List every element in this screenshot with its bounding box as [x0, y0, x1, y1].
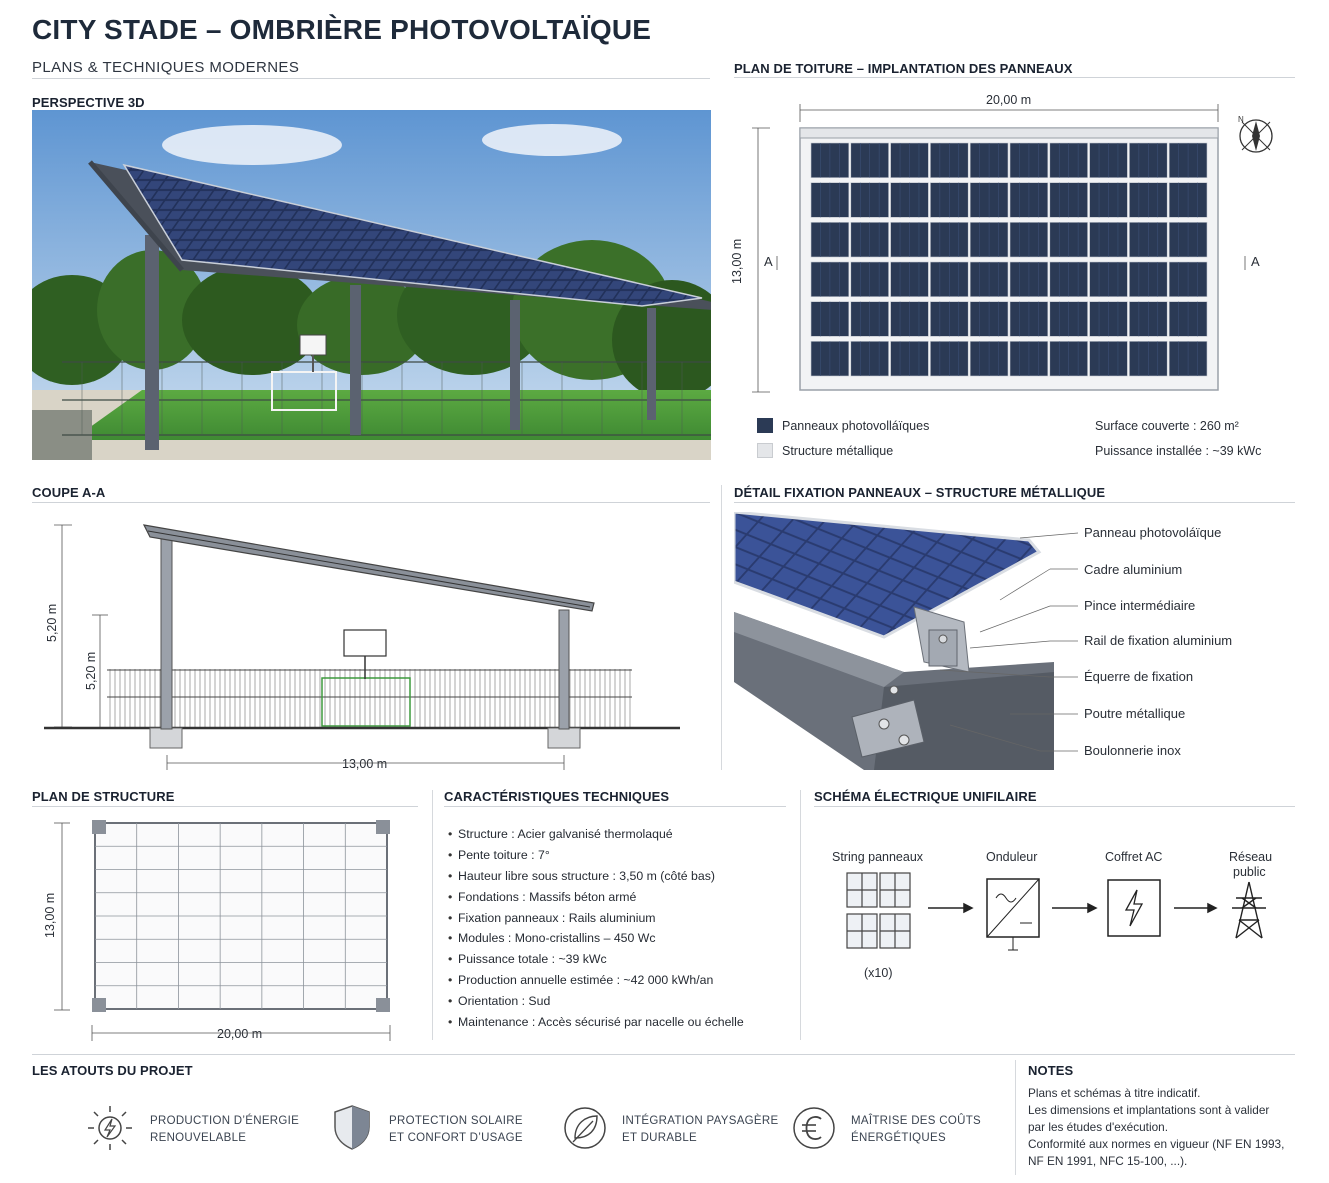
elec-string-label: String panneaux [832, 850, 924, 864]
spec-item: • Modules : Mono-cristallins – 450 Wc [448, 928, 744, 949]
section-aa-rule [32, 502, 710, 503]
section-aa-title: COUPE A-A [32, 485, 106, 500]
structure-plan-drawing [40, 815, 410, 1045]
roof-plan-drawing [740, 100, 1300, 400]
spec-item: • Puissance totale : ~39 kWc [448, 949, 744, 970]
section-height-outer: 5,20 m [45, 603, 59, 642]
detail-label-frame: Cadre aluminium [1084, 562, 1183, 577]
asset-landscape [622, 1113, 778, 1147]
spec-item: • Orientation : Sud [448, 991, 744, 1012]
legend-structure-label: Structure métallique [782, 444, 894, 458]
page-title: CITY STADE – OMBRIÈRE PHOTOVOLTAÏQUE [32, 14, 652, 45]
section-span: 13,00 m [342, 757, 388, 771]
structure-width-dim: 20,00 m [217, 1027, 263, 1041]
spec-item: • Pente toiture : 7° [448, 845, 744, 866]
electrical-diagram [840, 868, 1280, 958]
asset-costs [851, 1113, 981, 1147]
page-subtitle: PLANS & TECHNIQUES MODERNES [32, 59, 300, 76]
assets-title: LES ATOUTS DU PROJET [32, 1063, 193, 1078]
asset-line: PRODUCTION D’ÉNERGIE [150, 1115, 300, 1127]
divider [432, 790, 433, 1040]
legend-panels-swatch [757, 418, 773, 433]
note-line: NF EN 1991, NFC 15-100, ...). [1028, 1154, 1188, 1168]
section-height-inner: 5,20 m [84, 651, 98, 690]
roof-plan-title: PLAN DE TOITURE – IMPLANTATION DES PANNEAUX [734, 61, 1073, 76]
inverter-icon [987, 879, 1039, 950]
asset-line: PROTECTION SOLAIRE [389, 1115, 523, 1127]
spec-item: • Hauteur libre sous structure : 3,50 m (côté bas) [448, 866, 744, 887]
divider [1015, 1060, 1016, 1175]
asset-line: ET CONFORT D’USAGE [389, 1132, 523, 1144]
spec-item: • Maintenance : Accès sécurisé par nacelle ou échelle [448, 1012, 744, 1033]
detail-label-panel: Panneau photovoláïque [1084, 525, 1222, 540]
spec-item: • Fondations : Massifs béton armé [448, 887, 744, 908]
elec-ac-label: Coffret AC [1105, 850, 1163, 864]
note-line: Les dimensions et implantations sont à valider [1028, 1103, 1270, 1117]
elec-string-count: (x10) [864, 966, 893, 980]
ac-box-icon [1108, 880, 1160, 936]
notes-body [1028, 1085, 1284, 1170]
asset-renewable [150, 1113, 299, 1147]
notes-title: NOTES [1028, 1063, 1074, 1078]
roof-width-dim: 20,00 m [986, 93, 1032, 107]
structure-height-dim: 13,00 m [43, 892, 57, 938]
detail-label-bracket: Équerre de fixation [1084, 669, 1194, 684]
shield-icon [330, 1103, 374, 1151]
subtitle-rule [32, 78, 710, 79]
pylon-icon [1232, 882, 1266, 938]
asset-line: INTÉGRATION PAYSAGÈRE [622, 1115, 779, 1127]
detail-label-beam: Poutre métallique [1084, 706, 1186, 721]
fixing-leaders [900, 520, 1085, 760]
legend-panels-label: Panneaux photovolláïques [782, 419, 930, 433]
note-line: Conformité aux normes en vigueur (NF EN 1993, [1028, 1137, 1285, 1151]
euro-icon [790, 1104, 838, 1152]
surface-value: Surface couverte : 260 m² [1095, 419, 1239, 433]
string-panels-icon [847, 873, 910, 948]
specs-list [448, 824, 744, 1033]
asset-line: ET DURABLE [622, 1132, 698, 1144]
asset-line: MAÎTRISE DES COÛTS [851, 1115, 981, 1127]
section-roof [144, 525, 594, 611]
spec-item: • Structure : Acier galvanisé thermolaqué [448, 824, 744, 845]
divider [721, 485, 722, 770]
legend-structure-swatch [757, 443, 773, 458]
asset-protection [389, 1113, 523, 1147]
asset-line: ÉNERGÉTIQUES [851, 1132, 946, 1144]
specs-rule [444, 806, 786, 807]
roof-height-dim: 13,00 m [730, 238, 744, 284]
leaf-icon [561, 1104, 609, 1152]
svg-text:N: N [1238, 115, 1244, 124]
section-aa-drawing [32, 515, 712, 770]
sun-bolt-icon [86, 1104, 134, 1152]
spec-item: • Fixation panneaux : Rails aluminium [448, 908, 744, 929]
electrical-title: SCHÉMA ÉLECTRIQUE UNIFILAIRE [814, 789, 1037, 804]
power-value: Puissance installée : ~39 kWc [1095, 444, 1262, 458]
elec-grid-label-1: Réseau [1229, 850, 1273, 864]
elec-grid-label-2: public [1233, 865, 1266, 879]
electrical-rule [814, 806, 1295, 807]
structure-plan-title: PLAN DE STRUCTURE [32, 789, 175, 804]
spec-item: • Production annuelle estimée : ~42 000 kWh/an [448, 970, 744, 991]
section-marker-right: A [1251, 254, 1260, 269]
divider [800, 790, 801, 1040]
specs-title: CARACTÉRISTIQUES TECHNIQUES [444, 789, 670, 804]
note-line: par les études d'exécution. [1028, 1120, 1168, 1134]
roof-plan-rule [734, 77, 1295, 78]
detail-label-bolts: Boulonnerie inox [1084, 743, 1181, 758]
note-line: Plans et schémas à titre indicatif. [1028, 1086, 1201, 1100]
asset-line: RENOUVELABLE [150, 1132, 247, 1144]
fixing-detail-title: DÉTAIL FIXATION PANNEAUX – STRUCTURE MÉTALLIQUE [734, 485, 1106, 500]
detail-label-rail: Rail de fixation aluminium [1084, 633, 1233, 648]
compass-icon [1238, 115, 1272, 152]
elec-inverter-label: Onduleur [986, 850, 1038, 864]
perspective-title: PERSPECTIVE 3D [32, 95, 145, 110]
bottom-rule [32, 1054, 1295, 1055]
perspective-render [32, 110, 711, 460]
detail-label-clamp: Pince intermédiaire [1084, 598, 1196, 613]
section-marker-left: A [764, 254, 773, 269]
fixing-detail-rule [734, 502, 1295, 503]
structure-plan-rule [32, 806, 418, 807]
